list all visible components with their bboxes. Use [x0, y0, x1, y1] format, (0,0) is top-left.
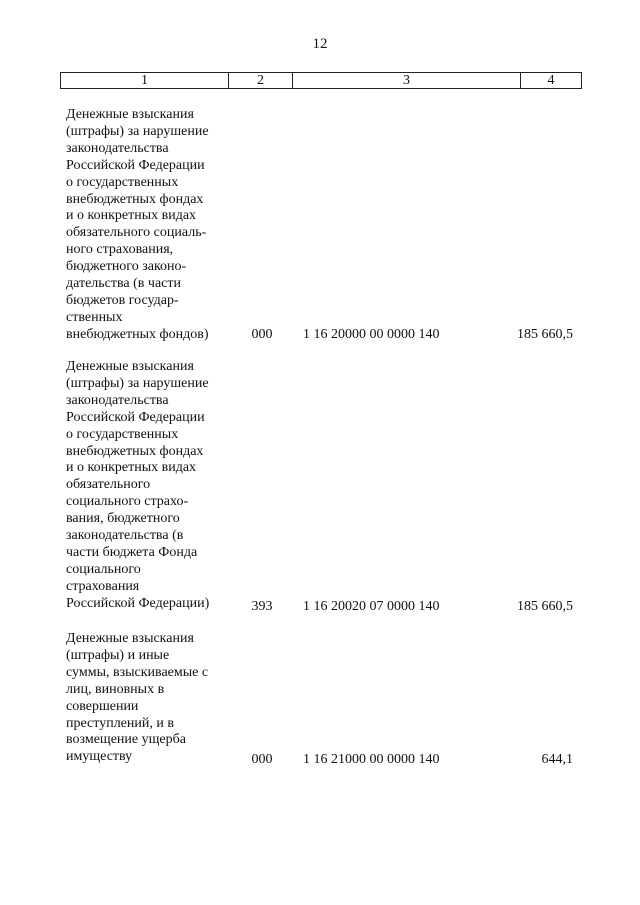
table-row	[66, 631, 582, 769]
row-admin-code: 000	[251, 752, 273, 768]
row-admin-code: 393	[251, 599, 273, 615]
row-revenue-code: 1 16 20000 00 0000 140	[303, 327, 440, 343]
row-amount: 185 660,5	[517, 327, 573, 343]
row-description: Денежные взыскания (штрафы) за нарушение законодательства Российской Федерации о государственных внебюджетных фондах и о конкретных видах обязательного социального страхо- вания, бюджетного законодательства (в части бюджета Фонда социального страхования Российской Федерации)	[66, 359, 210, 611]
column-header-2: 2	[229, 73, 293, 88]
column-header-4: 4	[547, 73, 555, 88]
row-description: Денежные взыскания (штрафы) и иные суммы, взыскиваемые с лиц, виновных в совершении преступлений, и в возмещение ущерба имуществу	[66, 631, 209, 765]
column-header-1: 1	[61, 73, 229, 88]
page-number: 12	[312, 36, 328, 52]
row-amount: 644,1	[541, 752, 573, 768]
row-revenue-code: 1 16 21000 00 0000 140	[303, 752, 440, 768]
column-header-3: 3	[293, 73, 521, 88]
table-header	[60, 72, 582, 89]
row-description: Денежные взыскания (штрафы) за нарушение законодательства Российской Федерации о государственных внебюджетных фондах и о конкретных видах обязательного социаль- ного страхования, бюджетного законо- дательства (в части бюджетов государ- ственных внебюджетных фондов)	[66, 107, 209, 342]
table-row	[66, 107, 582, 344]
row-amount: 185 660,5	[517, 599, 573, 615]
row-revenue-code: 1 16 20020 07 0000 140	[303, 599, 440, 615]
row-admin-code: 000	[251, 327, 273, 343]
table-row	[66, 359, 582, 616]
